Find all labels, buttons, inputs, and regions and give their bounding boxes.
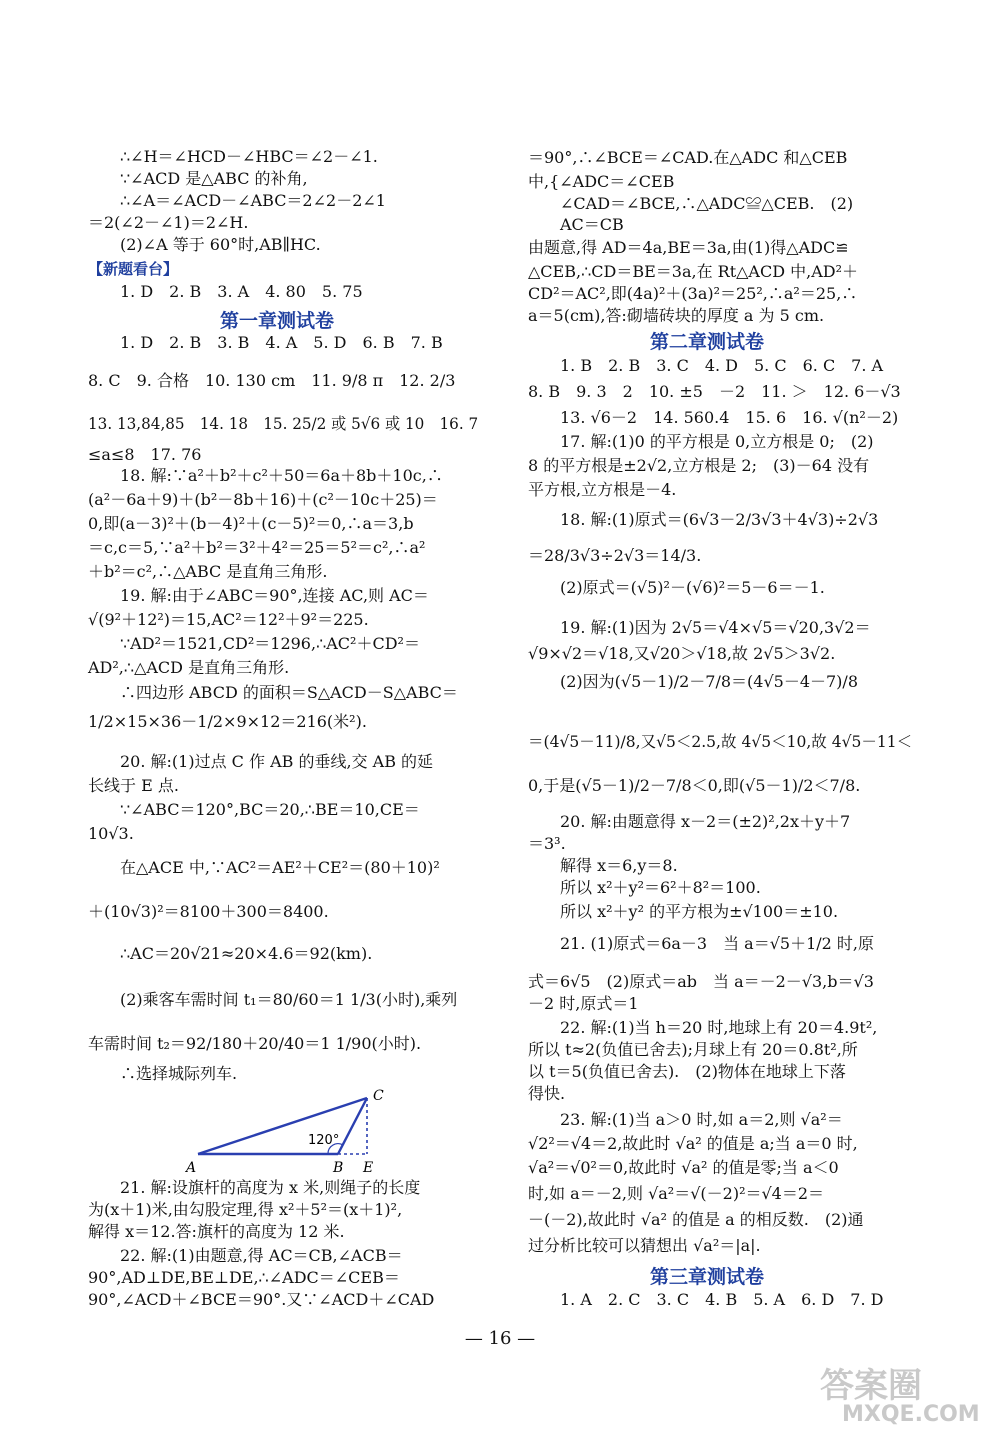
chapter2-line: (2)原式＝(√5)²－(√6)²＝5－6＝－1. xyxy=(560,578,825,597)
chapter2-line: √9×√2＝√18,又√20＞√18,故 2√5＞3√2. xyxy=(528,644,836,663)
figure-label-a: A xyxy=(186,1160,197,1176)
chapter1-line: 18. 解:∵a²＋b²＋c²＋50＝6a＋8b＋10c,∴ xyxy=(120,466,443,485)
chapter2-line: 式＝6√5 (2)原式＝ab 当 a＝－2－√3,b＝√3 xyxy=(528,972,874,991)
chapter1-line: (2)乘客车需时间 t₁＝80/60＝1 1/3(小时),乘列 xyxy=(120,990,458,1009)
chapter2-line: ＝3³. xyxy=(528,834,566,853)
answer-line: 为(x＋1)米,由勾股定理,得 x²＋5²＝(x＋1)², xyxy=(88,1200,403,1219)
answer-line: CD²＝AC²,即(4a)²＋(3a)²＝25²,∴a²＝25,∴ xyxy=(528,284,858,303)
page-number: — 16 — xyxy=(464,1328,536,1349)
chapter3-title: 第三章测试卷 xyxy=(650,1266,765,1288)
chapter2-line: 17. 解:(1)0 的平方根是 0,立方根是 0; (2) xyxy=(560,432,874,451)
chapter1-line: ＝c,c＝5,∵a²＋b²＝3²＋4²＝25＝5²＝c²,∴a² xyxy=(88,538,426,557)
chapter1-line: 1/2×15×36－1/2×9×12＝216(米²). xyxy=(88,712,367,731)
watermark-logo: 答案圈 xyxy=(820,1366,922,1406)
chapter2-line: 19. 解:(1)因为 2√5＝√4×√5＝√20,3√2＝ xyxy=(560,618,871,637)
answer-line: ∴∠H＝∠HCD－∠HBC＝∠2－∠1. xyxy=(120,147,378,166)
new-topic-tag: 【新题看台】 xyxy=(88,260,179,278)
answer-line: (2)∠A 等于 60°时,AB∥HC. xyxy=(120,235,321,254)
chapter2-line: 20. 解:由题意得 x－2＝(±2)²,2x＋y＋7 xyxy=(560,812,851,831)
chapter1-line: ＋b²＝c²,∴△ABC 是直角三角形. xyxy=(88,562,328,581)
answer-line: 由题意,得 AD＝4a,BE＝3a,由(1)得△ADC≌ xyxy=(528,238,849,257)
chapter2-line: 以 t＝5(负值已舍去). (2)物体在地球上下落 xyxy=(528,1062,846,1081)
answer-line: ＝2(∠2－∠1)＝2∠H. xyxy=(88,213,249,232)
chapter2-line: －(－2),故此时 √a² 的值是 a 的相反数. (2)通 xyxy=(528,1210,864,1229)
chapter2-line: 23. 解:(1)当 a＞0 时,如 a＝2,则 √a²＝ xyxy=(560,1110,843,1129)
chapter1-line: ∴AC＝20√21≈20×4.6＝92(km). xyxy=(120,944,373,963)
answer-line: ∴∠A＝∠ACD－∠ABC＝2∠2－2∠1 xyxy=(120,191,386,210)
chapter2-line: 0,于是(√5－1)/2－7/8＜0,即(√5－1)/2＜7/8. xyxy=(528,776,861,795)
chapter2-line: 过分析比较可以猜想出 √a²＝|a|. xyxy=(528,1236,761,1255)
chapter1-line: 8. C 9. 合格 10. 130 cm 11. 9/8 π 12. 2/3 xyxy=(88,371,456,390)
chapter1-line: ∴四边形 ABCD 的面积＝S△ACD－S△ABC＝ xyxy=(120,683,458,702)
chapter2-line: 8 的平方根是±2√2,立方根是 2; (3)－64 没有 xyxy=(528,456,870,475)
chapter2-line: －2 时,原式＝1 xyxy=(528,994,639,1013)
answer-line: 21. 解:设旗杆的高度为 x 米,则绳子的长度 xyxy=(120,1178,421,1197)
chapter1-line: ∵AD²＝1521,CD²＝1296,∴AC²＋CD²＝ xyxy=(120,634,420,653)
answer-line: 90°,∠ACD＋∠BCE＝90°.又∵∠ACD＋∠CAD xyxy=(88,1290,435,1309)
chapter1-line: √(9²＋12²)＝15,AC²＝12²＋9²＝225. xyxy=(88,610,369,629)
chapter1-line: 0,即(a－3)²＋(b－4)²＋(c－5)²＝0,∴a＝3,b xyxy=(88,514,414,533)
chapter2-line: √a²＝√0²＝0,故此时 √a² 的值是零;当 a＜0 xyxy=(528,1158,839,1177)
chapter1-line: 车需时间 t₂＝92/180＋20/40＝1 1/90(小时). xyxy=(88,1034,422,1053)
chapter1-line: (a²－6a＋9)＋(b²－8b＋16)＋(c²－10c＋25)＝ xyxy=(88,490,438,509)
figure-label-b: B xyxy=(333,1160,344,1176)
chapter2-line: 所以 t≈2(负值已舍去);月球上有 20＝0.8t²,所 xyxy=(528,1040,858,1059)
figure-label-e: E xyxy=(363,1160,374,1176)
figure-label-angle: 120° xyxy=(308,1133,340,1148)
chapter1-line: ∴选择城际列车. xyxy=(120,1064,238,1083)
chapter2-line: 8. B 9. 3 2 10. ±5 －2 11. ＞ 12. 6－√3 xyxy=(528,382,901,401)
new-topic-answers: 1. D 2. B 3. A 4. 80 5. 75 xyxy=(120,282,363,301)
watermark-url: MXQE.COM xyxy=(842,1402,980,1427)
chapter2-line: (2)因为(√5－1)/2－7/8＝(4√5－4－7)/8 xyxy=(560,672,858,691)
chapter2-line: 时,如 a＝－2,则 √a²＝√(－2)²＝√4＝2＝ xyxy=(528,1184,825,1203)
chapter1-line: ≤a≤8 17. 76 xyxy=(88,445,202,464)
chapter2-line: 所以 x²＋y²＝6²＋8²＝100. xyxy=(560,878,761,897)
chapter2-line: 所以 x²＋y² 的平方根为±√100＝±10. xyxy=(560,902,839,921)
answer-line: 解得 x＝12.答:旗杆的高度为 12 米. xyxy=(88,1222,345,1241)
figure-label-c: C xyxy=(373,1088,384,1104)
chapter2-title: 第二章测试卷 xyxy=(650,331,765,353)
chapter1-line: 20. 解:(1)过点 C 作 AB 的垂线,交 AB 的延 xyxy=(120,752,434,771)
chapter3-answers: 1. A 2. C 3. C 4. B 5. A 6. D 7. D xyxy=(560,1290,884,1309)
triangle-figure xyxy=(180,1088,400,1178)
chapter2-line: 21. (1)原式＝6a－3 当 a＝√5＋1/2 时,原 xyxy=(560,934,875,953)
answer-line: △CEB,∴CD＝BE＝3a,在 Rt△ACD 中,AD²＋ xyxy=(528,262,859,281)
chapter1-line: AD²,∴△ACD 是直角三角形. xyxy=(88,658,290,677)
answer-line: AC＝CB xyxy=(528,215,624,234)
chapter1-line: 13. 13,84,85 14. 18 15. 25/2 或 5√6 或 10 16. 7 xyxy=(88,414,479,433)
chapter1-line: 10√3. xyxy=(88,824,134,843)
answer-line: 90°,AD⊥DE,BE⊥DE,∴∠ADC＝∠CEB＝ xyxy=(88,1268,400,1287)
chapter2-line: 解得 x＝6,y＝8. xyxy=(560,856,678,875)
answer-line: ∠CAD＝∠BCE,∴△ADC≌△CEB. (2) xyxy=(528,194,854,213)
chapter1-line: 19. 解:由于∠ABC＝90°,连接 AC,则 AC＝ xyxy=(120,586,429,605)
chapter2-line: 13. √6－2 14. 560.4 15. 6 16. √(n²－2) xyxy=(560,408,899,427)
chapter2-line: √2²＝√4＝2,故此时 √a² 的值是 a;当 a＝0 时, xyxy=(528,1134,858,1153)
chapter2-line: 平方根,立方根是－4. xyxy=(528,480,677,499)
chapter1-line: ＋(10√3)²＝8100＋300＝8400. xyxy=(88,902,329,921)
chapter1-line: 长线于 E 点. xyxy=(88,776,179,795)
chapter1-line: 1. D 2. B 3. B 4. A 5. D 6. B 7. B xyxy=(120,333,443,352)
chapter2-line: ＝(4√5－11)/8,又√5＜2.5,故 4√5＜10,故 4√5－11＜ xyxy=(528,732,913,751)
chapter2-line: 22. 解:(1)当 h＝20 时,地球上有 20＝4.9t², xyxy=(560,1018,878,1037)
answer-line: 22. 解:(1)由题意,得 AC＝CB,∠ACB＝ xyxy=(120,1246,403,1265)
answer-line: ＝90°,∴∠BCE＝∠CAD.在△ADC 和△CEB xyxy=(528,148,848,167)
chapter1-line: ∵∠ABC＝120°,BC＝20,∴BE＝10,CE＝ xyxy=(120,800,420,819)
answer-line: ∵∠ACD 是△ABC 的补角, xyxy=(120,169,308,188)
chapter2-line: 18. 解:(1)原式＝(6√3－2/3√3＋4√3)÷2√3 xyxy=(560,510,879,529)
chapter2-line: 得快. xyxy=(528,1084,566,1103)
chapter1-line: 在△ACE 中,∵AC²＝AE²＋CE²＝(80＋10)² xyxy=(120,858,440,877)
chapter2-line: ＝28/3√3÷2√3＝14/3. xyxy=(528,546,702,565)
chapter1-title: 第一章测试卷 xyxy=(220,310,335,332)
answer-line: 中,{∠ADC＝∠CEB xyxy=(528,172,675,191)
answer-line: a＝5(cm),答:砌墙砖块的厚度 a 为 5 cm. xyxy=(528,306,825,325)
chapter2-line: 1. B 2. B 3. C 4. D 5. C 6. C 7. A xyxy=(560,356,884,375)
